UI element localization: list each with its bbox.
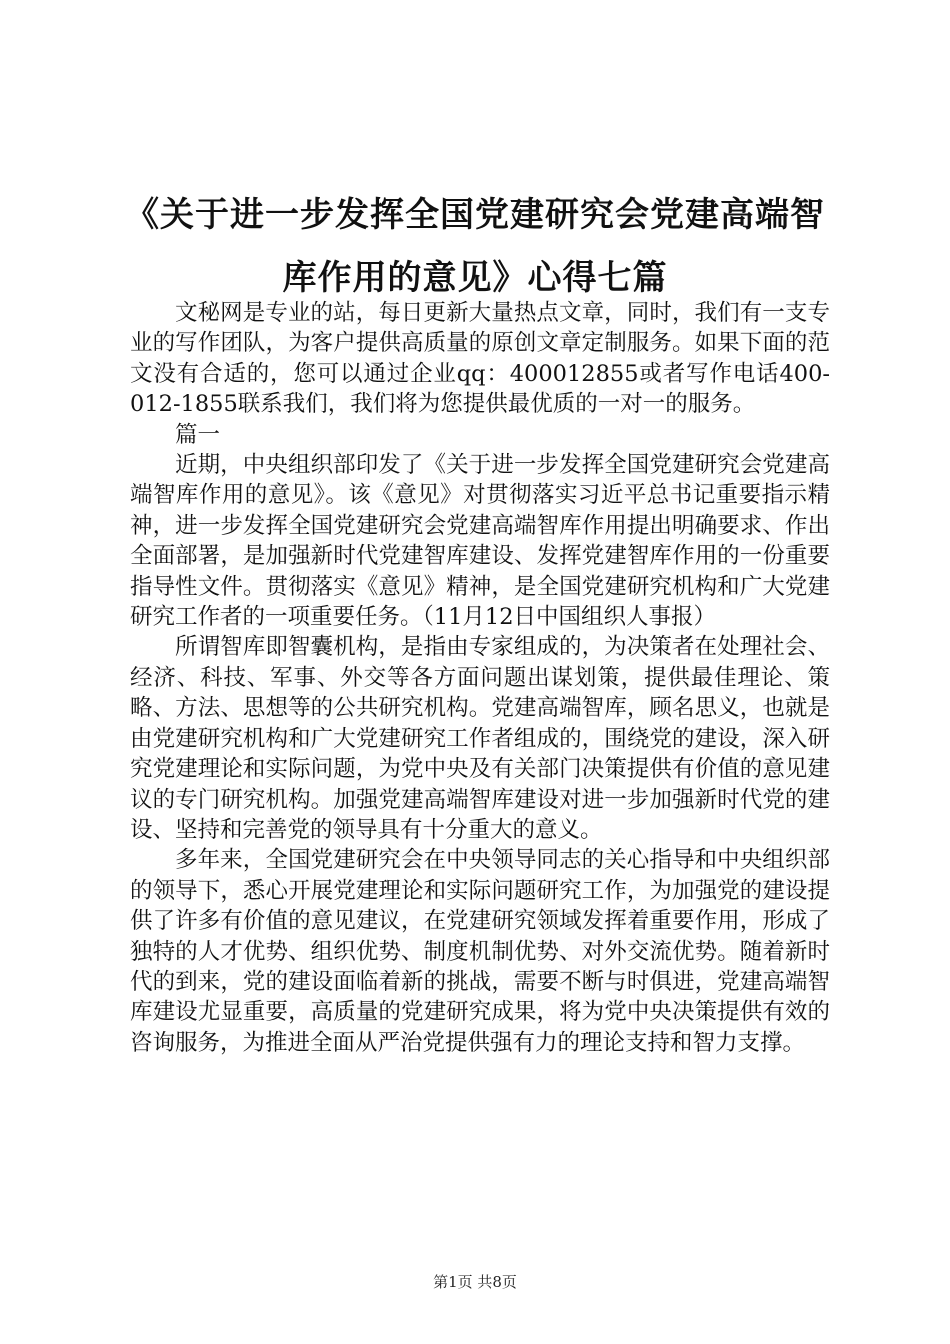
document-title-line-2: 库作用的意见》心得七篇 bbox=[282, 258, 668, 298]
document-title-line-1: 《关于进一步发挥全国党建研究会党建高端智 bbox=[125, 195, 825, 235]
section-heading: 篇一 bbox=[175, 421, 221, 448]
body-paragraph: 多年来，全国党建研究会在中央领导同志的关心指导和中央组织部的领导下，悉心开展党建理论和实际问题研究工作，为加强党的建设提供了许多有价值的意见建议，在党建研究领域发挥着重要作用，形成了独特的人才优势、组织优势、制度机制优势、对外交流优势。随着新时代的到来，党的建设面临着新的挑战，需要不断与时俱进，党建高端智库建设尤显重要，高质量的党建研究成果，将为党中央决策提供有效的咨询服务，为推进全面从严治党提供强有力的理论支持和智力支撑。 bbox=[130, 847, 830, 1056]
intro-paragraph: 文秘网是专业的站，每日更新大量热点文章，同时，我们有一支专业的写作团队，为客户提供高质量的原创文章定制服务。如果下面的范文没有合适的，您可以通过企业qq：400012855或者写作电话400-012-1855联系我们，我们将为您提供最优质的一对一的服务。 bbox=[130, 300, 830, 418]
body-paragraph: 所谓智库即智囊机构，是指由专家组成的，为决策者在处理社会、经济、科技、军事、外交等各方面问题出谋划策，提供最佳理论、策略、方法、思想等的公共研究机构。党建高端智库，顾名思义，也就是由党建研究机构和广大党建研究工作者组成的，围绕党的建设，深入研究党建理论和实际问题，为党中央及有关部门决策提供有价值的意见建议的专门研究机构。加强党建高端智库建设对进一步加强新时代党的建设、坚持和完善党的领导具有十分重大的意义。 bbox=[130, 634, 830, 843]
body-paragraph: 近期，中央组织部印发了《关于进一步发挥全国党建研究会党建高端智库作用的意见》。该《意见》对贯彻落实习近平总书记重要指示精神，进一步发挥全国党建研究会党建高端智库作用提出明确要求、作出全面部署，是加强新时代党建智库建设、发挥党建智库作用的一份重要指导性文件。贯彻落实《意见》精神，是全国党建研究机构和广大党建研究工作者的一项重要任务。（11月12日中国组织人事报） bbox=[130, 452, 830, 631]
page-footer: 第1页 共8页 bbox=[433, 1273, 517, 1291]
document-body bbox=[130, 298, 830, 1058]
